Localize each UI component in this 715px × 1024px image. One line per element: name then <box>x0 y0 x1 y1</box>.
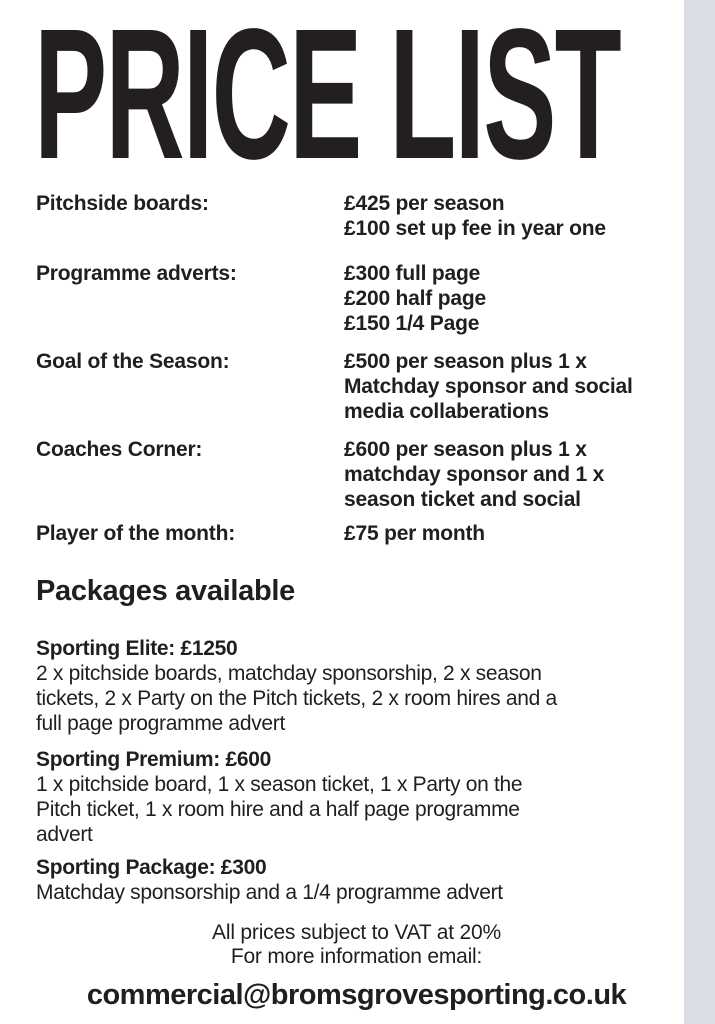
price-label: Player of the month: <box>36 522 236 545</box>
package-description-line: Matchday sponsorship and a 1/4 programme advert <box>36 881 503 904</box>
price-values <box>344 261 486 336</box>
package-description-line: tickets, 2 x Party on the Pitch tickets, 2 x room hires and a <box>36 687 557 710</box>
package-description-line: advert <box>36 823 93 846</box>
package-description-line: 1 x pitchside board, 1 x season ticket, 1 x Party on the <box>36 773 523 796</box>
price-row-programme-adverts <box>36 261 486 336</box>
price-line: £425 per season <box>344 192 505 215</box>
price-line: £500 per season plus 1 x <box>344 350 587 373</box>
package-description-line: full page programme advert <box>36 712 285 735</box>
package-name: Sporting Package: £300 <box>36 856 267 879</box>
price-row-player-of-the-month <box>36 521 485 546</box>
price-label: Goal of the Season: <box>36 350 230 373</box>
package-sporting-package <box>36 855 503 905</box>
price-label: Pitchside boards: <box>36 192 209 215</box>
price-values <box>344 191 606 241</box>
page-title: PRICE LIST <box>34 0 620 198</box>
vat-note: All prices subject to VAT at 20% <box>212 921 501 944</box>
price-line: media collaberations <box>344 400 549 423</box>
price-values <box>344 349 633 424</box>
price-row-coaches-corner <box>36 437 604 512</box>
price-line: Matchday sponsor and social <box>344 375 633 398</box>
price-line: £150 1/4 Page <box>344 312 480 335</box>
price-label: Programme adverts: <box>36 262 237 285</box>
price-values <box>344 437 604 512</box>
price-line: £75 per month <box>344 522 485 545</box>
info-line: For more information email: <box>230 945 483 968</box>
packages-heading: Packages available <box>36 575 296 607</box>
package-description-line: Pitch ticket, 1 x room hire and a half page programme <box>36 798 520 821</box>
right-margin-bar <box>684 0 715 1024</box>
price-line: £200 half page <box>344 287 486 310</box>
price-line: £600 per season plus 1 x <box>344 438 587 461</box>
price-row-goal-of-the-season <box>36 349 633 424</box>
price-row-pitchside-boards <box>36 191 606 241</box>
package-name: Sporting Elite: £1250 <box>36 637 238 660</box>
price-line: matchday sponsor and 1 x <box>344 463 605 486</box>
contact-email: commercial@bromsgrovesporting.co.uk <box>86 979 627 1011</box>
price-line: £100 set up fee in year one <box>344 217 606 240</box>
price-line: £300 full page <box>344 262 481 285</box>
package-sporting-premium <box>36 747 522 847</box>
package-sporting-elite <box>36 636 557 736</box>
footer-note <box>0 921 713 969</box>
package-description-line: 2 x pitchside boards, matchday sponsorship, 2 x season <box>36 662 542 685</box>
price-values <box>344 521 485 546</box>
price-label: Coaches Corner: <box>36 438 203 461</box>
price-line: season ticket and social <box>344 488 581 511</box>
package-name: Sporting Premium: £600 <box>36 748 271 771</box>
